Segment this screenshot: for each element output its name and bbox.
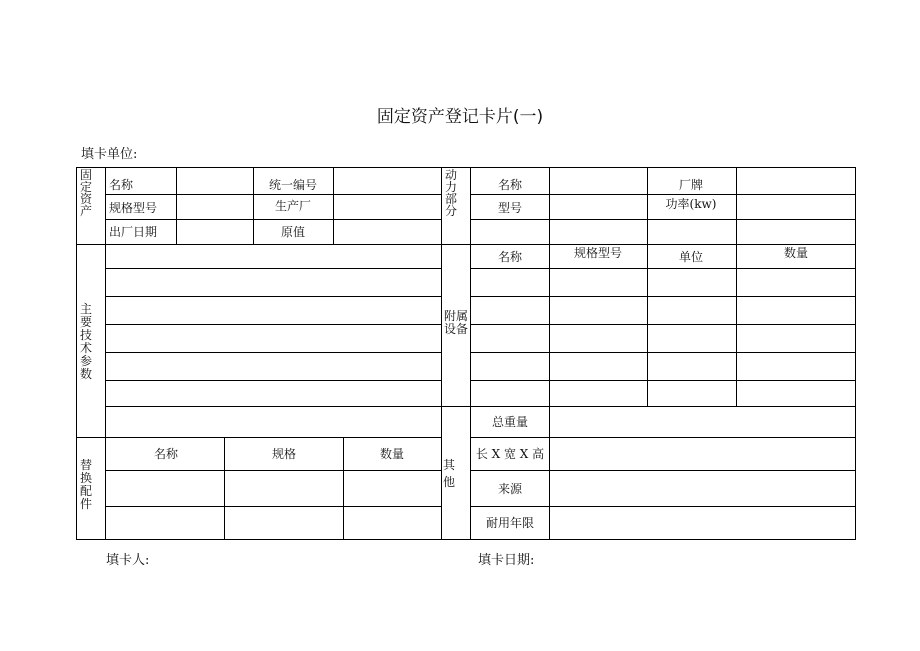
left-section-col <box>105 167 106 540</box>
other-source-label: 来源 <box>497 482 523 496</box>
fixed-asset-production-date-label: 出厂日期 <box>109 225 158 239</box>
fixed-asset-name-label: 名称 <box>109 178 134 192</box>
tech-params-section-label: 主要技术参数 <box>79 302 92 381</box>
fill-date-label: 填卡日期: <box>478 553 535 568</box>
filler-label: 填卡人: <box>106 553 150 568</box>
accessories-name-header: 名称 <box>497 250 523 264</box>
other-dimensions-label: 长 X 宽 X 高 <box>475 447 545 461</box>
other-service-life-label: 耐用年限 <box>485 516 535 530</box>
accessories-unit-header: 单位 <box>678 250 704 264</box>
accessories-section-label: 附属设备 <box>443 309 468 336</box>
other-section-label: 其他 <box>442 458 455 489</box>
replacement-parts-section-label: 替换配件 <box>79 458 92 511</box>
power-model-label: 型号 <box>497 201 523 215</box>
table-border-right <box>855 167 856 540</box>
power-kw-label: 功率(kw) <box>665 197 717 211</box>
replacement-name-header: 名称 <box>153 447 179 461</box>
fill-unit-label: 填卡单位: <box>81 147 138 162</box>
accessories-spec-model-header: 规格型号 <box>573 246 623 260</box>
table-border-bottom <box>76 539 856 540</box>
power-name-label: 名称 <box>497 178 523 192</box>
fixed-asset-spec-model-label: 规格型号 <box>109 201 158 215</box>
power-section-label: 动力部分 <box>444 168 457 218</box>
replacement-quantity-header: 数量 <box>379 447 405 461</box>
fixed-asset-manufacturer-label: 生产厂 <box>274 199 312 213</box>
accessories-quantity-header: 数量 <box>783 246 809 260</box>
table-border-top <box>76 167 856 168</box>
right-section-col <box>470 167 471 540</box>
fixed-asset-unified-number-label: 统一编号 <box>268 178 318 192</box>
power-brand-label: 厂牌 <box>678 178 704 192</box>
replacement-spec-header: 规格 <box>271 447 297 461</box>
page-title: 固定资产登记卡片(一) <box>376 107 544 127</box>
fixed-asset-section-label: 固定资产 <box>79 168 92 218</box>
other-total-weight-label: 总重量 <box>491 415 529 429</box>
table-border-left <box>76 167 77 540</box>
fixed-asset-original-value-label: 原值 <box>280 225 306 239</box>
